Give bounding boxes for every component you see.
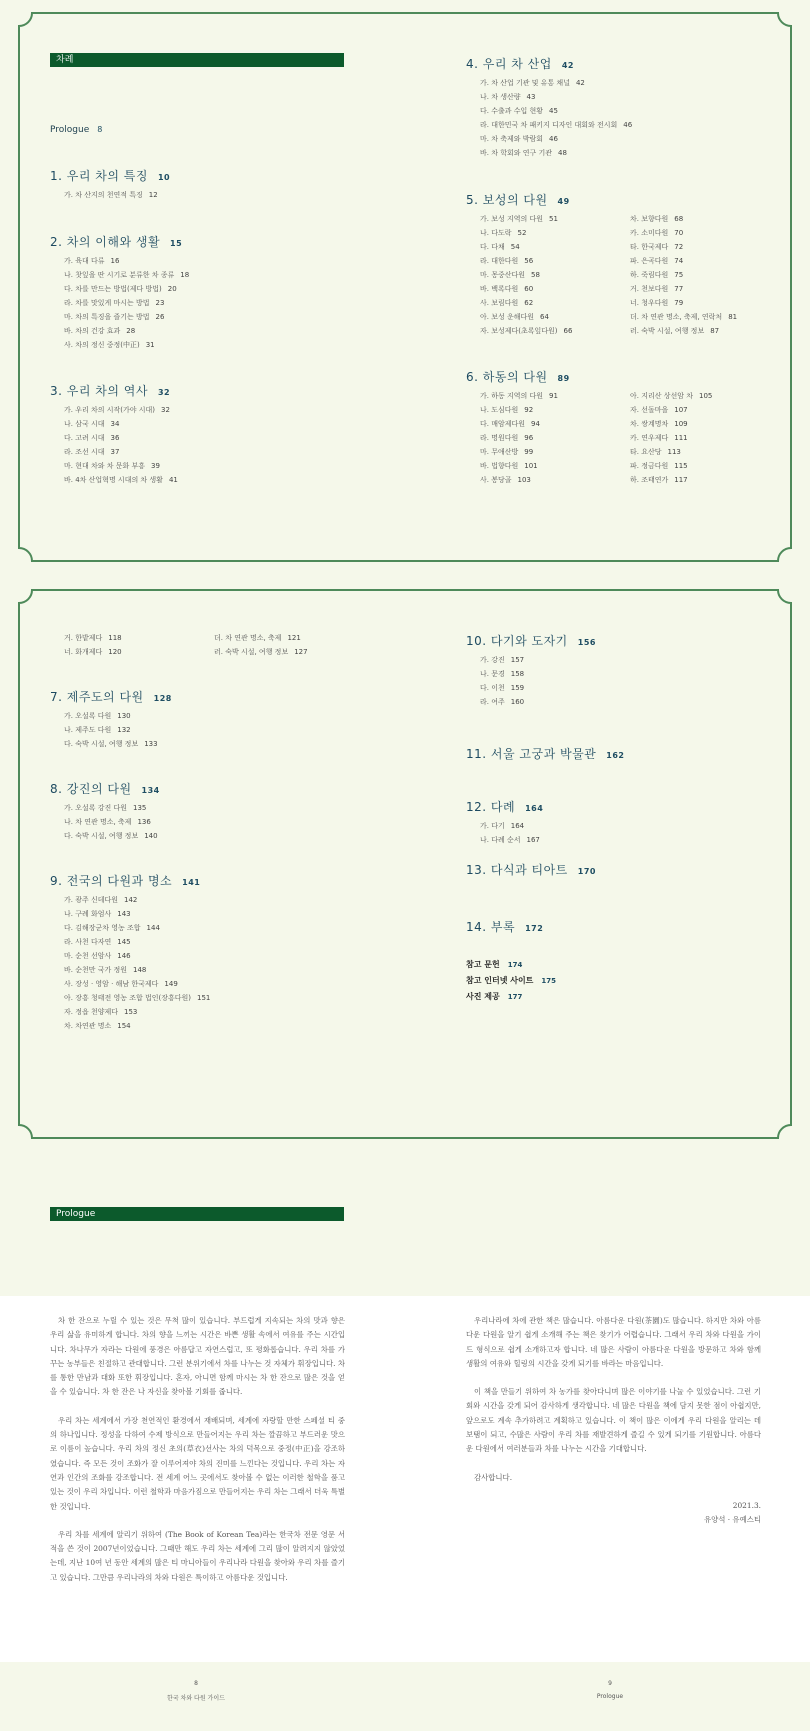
- toc-item[interactable]: 너. 화개제다 120: [64, 648, 122, 656]
- toc-item[interactable]: 마. 몽중산다원 58: [480, 271, 540, 279]
- toc-item[interactable]: 바. 차의 건강 효과 28: [64, 327, 136, 335]
- toc-item[interactable]: 사. 봉당골 103: [480, 476, 531, 484]
- toc-item[interactable]: 나. 다도락 52: [480, 229, 527, 237]
- toc-item[interactable]: 하. 조태연가 117: [630, 476, 688, 484]
- prologue-entry[interactable]: [50, 117, 350, 136]
- toc-item[interactable]: 다. 매암제다원 94: [480, 420, 540, 428]
- toc-item[interactable]: 나. 다례 순서 167: [480, 836, 540, 844]
- page-number: 9: [608, 1680, 612, 1687]
- toc-item[interactable]: 가. 광주 신데다원 142: [64, 896, 138, 904]
- toc-header-bar: [50, 53, 344, 67]
- toc-item[interactable]: 라. 대한민국 차 패키지 디자인 대회와 전시회 46: [480, 121, 633, 129]
- prologue-entry-page: 8: [97, 125, 103, 134]
- toc-item[interactable]: 파. 은곡다원 74: [630, 257, 684, 265]
- running-title: 한국 차와 다원 가이드: [167, 1695, 225, 1702]
- chapter-10-title[interactable]: 10. 다기와 도자기 156: [466, 634, 596, 648]
- chapter-14-title[interactable]: 14. 부록 172: [466, 920, 544, 934]
- toc-item[interactable]: 바. 4차 산업혁명 시대의 차 생활 41: [64, 476, 178, 484]
- prologue-entry-label: Prologue: [50, 125, 90, 135]
- toc-header-label: 차례: [56, 55, 74, 65]
- prologue-paragraph: 감사합니다.: [474, 1472, 513, 1482]
- chapter-13-title[interactable]: 13. 다식과 티아트 170: [466, 863, 596, 877]
- prologue-paragraph: 차 한 잔으로 누릴 수 있는 것은 무척 많이 있습니다. 부드럽게 지속되는 차의 맛과 향은 우리 삶을 유미하게 합니다. 차의 향을 느끼는 시간은 바쁜 생활 속에서 여유를 주는 시간입니다. 차나무가 자라는 다원에 풍경은 아름답고 자연스럽고, 또 평화롭습니다. 우리 차를 가꾸는 농부들은 친절하고 관대합니다. 그런 분위기에서 차를 나누는 것 자체가 휘장입니다. 차를 통한 만남과 대화 또한 휘장입니다. 혼자, 아니면 함께 마시는 차 한 잔으로 많은 것을 얻을 수 있습니다. 차 한 잔은 나 자신을 찾아볼 기회를 줍니다.: [50, 1316, 345, 1397]
- toc-left-column: [50, 117, 350, 487]
- prologue-paragraph: 우리 차는 세계에서 가장 천연적인 환경에서 재배되며, 세계에 자랑할 만한 스페셜 티 중의 하나입니다. 정성을 다하여 수제 방식으로 만들어지는 우리 차는 깔끔하고 부드러운 맛으로 이름이 높습니다. 우리 차의 정신 초의(草衣)선사는 차의 덕목으로 중정(中正)을 강조하였습니다. 즉 모든 것이 조화가 잘 이루어져야 차의 진미를 느낀다는 것입니다. 우리 차는 자연과 인간의 조화를 강조합니다. 전 세계 어느 곳에서도 찾아볼 수 없는 이러한 철학을 품고 있는 것이 우리 차입니다. 이런 철학과 마음가짐으로 만들어지는 우리 차는 그래서 더욱 특별한 것입니다.: [50, 1415, 345, 1511]
- toc-item[interactable]: 타. 한국제다 72: [630, 243, 684, 251]
- toc-item[interactable]: 하. 죽림다원 75: [630, 271, 684, 279]
- toc-item[interactable]: 나. 제주도 다원 132: [64, 726, 131, 734]
- toc-item[interactable]: 마. 현대 차와 차 문화 부흥 39: [64, 462, 160, 470]
- prologue-authors: 유양석 · 유예스티: [703, 1515, 761, 1525]
- toc-item[interactable]: 차. 보향다원 68: [630, 215, 684, 223]
- toc-item[interactable]: 나. 구례 화엄사 143: [64, 910, 131, 918]
- toc-item[interactable]: 라. 차를 맛있게 마시는 방법 23: [64, 299, 165, 307]
- reference-entry[interactable]: 참고 문헌 174: [466, 960, 523, 969]
- prologue-date: 2021.3.: [732, 1500, 761, 1510]
- running-title: Prologue: [596, 1693, 624, 1700]
- chapter-11-title[interactable]: 11. 서울 고궁과 박물관 162: [466, 747, 625, 761]
- toc-item[interactable]: 라. 조선 시대 37: [64, 448, 120, 456]
- page-number: 8: [194, 1680, 198, 1687]
- toc2-right-column: [466, 632, 786, 1005]
- chapter-4-title[interactable]: 4. 우리 차 산업 42: [466, 57, 574, 71]
- toc-item[interactable]: 자. 보성제다(초록잎다원) 66: [480, 327, 573, 335]
- toc-right-column: [466, 55, 786, 487]
- toc-item[interactable]: 나. 도심다원 92: [480, 406, 534, 414]
- toc-item[interactable]: 가. 보성 지역의 다원 51: [480, 215, 558, 223]
- toc-item[interactable]: 아. 보성 운해다원 64: [480, 313, 549, 321]
- toc-item[interactable]: 바. 법향다원 101: [480, 462, 538, 470]
- reference-entry[interactable]: 참고 인터넷 사이트 175: [466, 976, 557, 985]
- toc-item[interactable]: 가. 오설록 다원 130: [64, 712, 131, 720]
- toc-item[interactable]: 가. 강진 157: [480, 656, 525, 664]
- toc-item[interactable]: 사. 차의 정신 중정(中正) 31: [64, 341, 155, 349]
- toc-item[interactable]: 나. 삼국 시대 34: [64, 420, 120, 428]
- toc-item[interactable]: 다. 고려 시대 36: [64, 434, 120, 442]
- toc-item[interactable]: 타. 요산당 113: [630, 448, 681, 456]
- toc-item[interactable]: 아. 지리산 상선암 차 105: [630, 392, 713, 400]
- toc-item[interactable]: 라. 여주 160: [480, 698, 525, 706]
- toc-item[interactable]: 사. 장성 · 영암 · 해남 한국제다 149: [64, 980, 178, 988]
- toc-item[interactable]: 자. 정읍 천양제다 153: [64, 1008, 138, 1016]
- chapter-7-title[interactable]: 7. 제주도의 다원 128: [50, 690, 172, 704]
- prologue-paragraph: 우리나라에 차에 관한 책은 많습니다. 아름다운 다원(茶園)도 많습니다. 하지만 차와 아름다운 다원을 알기 쉽게 소개해 주는 책은 찾기가 어렵습니다. 그래서 우리 차와 다원을 가이드 형식으로 쉽게 소개하고자 합니다. 네 많은 사람이 아름다운 다원을 방문하고 차와 함께 생활의 여유와 힐링의 시간을 갖게 되기를 바라는 마음입니다.: [466, 1316, 761, 1368]
- prologue-paragraph: 이 책을 만들기 위하여 차 농가를 찾아다니며 많은 이야기를 나눌 수 있었습니다. 그런 기회와 시간을 갖게 되어 감사하게 생각합니다. 네 많은 다원을 책에 담지 못한 점이 아쉽지만, 앞으로도 계속 추가하려고 계획하고 있습니다. 이 책이 많은 이에게 우리 다원을 알리는 데 보탬이 되고, 수많은 사람이 우리 차를 재발견하게 즐길 수 있게 되기를 기원합니다. 아름다운 다원에서 여러분들과 차를 나누는 시간을 기대합니다.: [466, 1387, 761, 1454]
- toc-item[interactable]: 마. 차의 특징을 즐기는 방법 26: [64, 313, 165, 321]
- toc-item[interactable]: 라. 대한다원 56: [480, 257, 534, 265]
- toc-item[interactable]: 거. 천보다원 77: [630, 285, 684, 293]
- toc-item[interactable]: 가. 육대 다류 16: [64, 257, 120, 265]
- toc-item[interactable]: 가. 우리 차의 시작(가야 시대) 32: [64, 406, 170, 414]
- toc-item[interactable]: 나. 문경 158: [480, 670, 525, 678]
- toc-item[interactable]: 바. 순천만 국가 정원 148: [64, 966, 147, 974]
- toc-item[interactable]: 바. 백록다원 60: [480, 285, 534, 293]
- prologue-left-page: [50, 1314, 345, 1599]
- chapter-12-title[interactable]: 12. 다례 164: [466, 800, 544, 814]
- toc-item[interactable]: 다. 수출과 수입 현황 45: [480, 107, 558, 115]
- right-page-footer: [510, 1680, 710, 1700]
- toc-item[interactable]: 러. 숙박 시설, 여행 정보 127: [214, 648, 308, 656]
- prologue-paragraph: 우리 차를 세계에 알리기 위하여 (The Book of Korean Tea)라는 한국차 전문 영문 서적을 쓴 것이 2007년이었습니다. 그때만 해도 우리 차는 세계에 그리 많이 알려지지 않았었는데, 지난 10여 년 동안 세계의 많은 티 마니아들이 우리나라 다원을 찾아와 우리 차를 즐기고 있습니다. 그만큼 우리나라의 차와 다원은 특이하고 아름다운 것입니다.: [50, 1529, 345, 1582]
- chapter-8-title[interactable]: 8. 강진의 다원 134: [50, 782, 160, 796]
- toc-item[interactable]: 가. 차 산지의 천연적 특징 12: [64, 191, 158, 199]
- chapter-2-title[interactable]: 2. 차의 이해와 생활 15: [50, 235, 183, 249]
- toc-item[interactable]: 다. 김해장군차 영농 조합 144: [64, 924, 160, 932]
- toc-item[interactable]: 가. 하동 지역의 다원 91: [480, 392, 558, 400]
- chapter-1-title[interactable]: 1. 우리 차의 특징 10: [50, 169, 171, 183]
- toc-item[interactable]: 카. 연우제다 111: [630, 434, 688, 442]
- toc-item[interactable]: 파. 정금다원 115: [630, 462, 688, 470]
- toc-item[interactable]: 마. 순천 선암사 146: [64, 952, 131, 960]
- toc-item[interactable]: 가. 다기 164: [480, 822, 525, 830]
- toc-item[interactable]: 가. 오설록 강진 다원 135: [64, 804, 147, 812]
- prologue-header-bar: [50, 1207, 344, 1221]
- toc-item[interactable]: 러. 숙박 시설, 여행 정보 87: [630, 327, 720, 335]
- toc-item[interactable]: 다. 이천 159: [480, 684, 525, 692]
- left-page-footer: [96, 1680, 296, 1702]
- toc-item[interactable]: 나. 차 연관 명소, 축제 136: [64, 818, 151, 826]
- toc-item[interactable]: 라. 사천 다자연 145: [64, 938, 131, 946]
- toc-item[interactable]: 거. 한밭제다 118: [64, 634, 122, 642]
- chapter-6-title[interactable]: 6. 하동의 다원 89: [466, 370, 570, 384]
- toc-item[interactable]: 더. 차 연관 명소, 축제, 연락처 81: [630, 313, 738, 321]
- toc-item[interactable]: 더. 차 연관 명소, 축제 121: [214, 634, 301, 642]
- toc-item[interactable]: 차. 차연관 명소 154: [64, 1022, 131, 1030]
- chapter-9-title[interactable]: 9. 전국의 다원과 명소 141: [50, 874, 201, 888]
- toc-item[interactable]: 차. 쌍계명차 109: [630, 420, 688, 428]
- reference-entry[interactable]: 사진 제공 177: [466, 992, 523, 1001]
- toc-item[interactable]: 나. 찻잎을 딴 시기로 분류한 차 종류 18: [64, 271, 190, 279]
- toc-item[interactable]: 다. 차를 만드는 방법(제다 방법) 20: [64, 285, 177, 293]
- toc-item[interactable]: 사. 보림다원 62: [480, 299, 534, 307]
- prologue-header-label: Prologue: [56, 1209, 96, 1219]
- toc-item[interactable]: 마. 차 축제와 박람회 46: [480, 135, 558, 143]
- toc-item[interactable]: 다. 다채 54: [480, 243, 520, 251]
- prologue-right-page: [466, 1314, 761, 1528]
- toc-item[interactable]: 바. 차 학회와 연구 기관 48: [480, 149, 567, 157]
- toc-item[interactable]: 나. 차 생산량 43: [480, 93, 536, 101]
- toc-item[interactable]: 마. 무애산방 99: [480, 448, 534, 456]
- toc-item[interactable]: 아. 장흥 청태전 영농 조합 법인(장흥다원) 151: [64, 994, 211, 1002]
- toc-item[interactable]: 자. 선돌마을 107: [630, 406, 688, 414]
- toc-item[interactable]: 가. 차 산업 기관 및 유통 채널 42: [480, 79, 585, 87]
- toc-item[interactable]: 다. 숙박 시설, 여행 정보 133: [64, 740, 158, 748]
- toc-item[interactable]: 라. 명원다원 96: [480, 434, 534, 442]
- chapter-5-title[interactable]: 5. 보성의 다원 49: [466, 193, 570, 207]
- chapter-3-title[interactable]: 3. 우리 차의 역사 32: [50, 384, 171, 398]
- toc-item[interactable]: 너. 청우다원 79: [630, 299, 684, 307]
- toc-item[interactable]: 카. 소미다원 70: [630, 229, 684, 237]
- toc-item[interactable]: 다. 숙박 시설, 여행 정보 140: [64, 832, 158, 840]
- toc2-left-column: [50, 631, 380, 1033]
